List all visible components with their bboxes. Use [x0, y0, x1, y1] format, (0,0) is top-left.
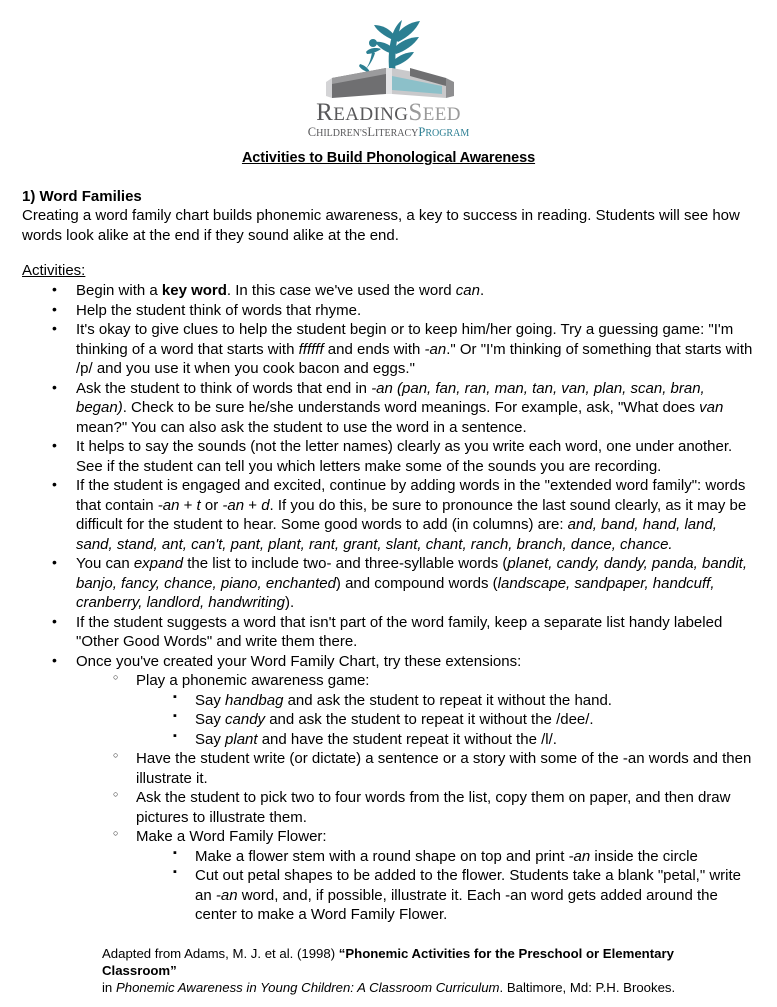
- logo-text-iteracy: ITERACY: [375, 128, 419, 139]
- section-heading-word-families: 1) Word Families: [22, 188, 142, 205]
- text-fragment: It helps to say the sounds (not the letter names) clearly as you write each word, one under another. See if the student can tell you which letters make some of the sounds you are recording.: [76, 438, 733, 475]
- text-fragment-italic: -an: [157, 496, 180, 514]
- text-fragment: Ask the student to pick two to four words from the list, copy them on paper, and then draw pictures to illustrate them.: [136, 789, 731, 826]
- text-fragment: Make a flower stem with a round shape on top and print: [195, 847, 569, 865]
- word-family-flower-list: [136, 847, 755, 925]
- text-fragment: It's okay to give clues to help the student begin or to keep him/her going. Try a guessing game: "I'm thinking of a word that starts with: [76, 321, 734, 358]
- phonemic-game-list: [136, 691, 755, 750]
- text-fragment: ).: [285, 594, 295, 611]
- activities-list: [22, 281, 755, 925]
- text-fragment: or: [200, 496, 223, 514]
- text-fragment: and ask the student to repeat it without the /dee/.: [265, 711, 594, 728]
- logo-wordmark-line1: [308, 100, 469, 125]
- list-item: [50, 437, 755, 476]
- list-item: [110, 749, 755, 788]
- text-fragment-italic: -an: [568, 847, 591, 865]
- logo-letter-l: L: [367, 125, 376, 139]
- logo-letter-s: S: [408, 99, 423, 126]
- list-item: [110, 788, 755, 827]
- logo-text-hildrens: HILDREN'S: [316, 128, 368, 139]
- logo-text-eed: EED: [422, 104, 461, 125]
- text-fragment: and have the student repeat it without the /l/.: [257, 730, 557, 748]
- text-fragment: Say: [195, 691, 226, 709]
- text-fragment: . If you do this, be sure to pronounce the last sound clearly, as it may be difficult for the student to hear. Some good words to add (in columns) are:: [76, 496, 747, 533]
- text-fragment: Ask the student to think of words that end in: [76, 379, 372, 397]
- text-fragment: and ends with: [323, 340, 425, 358]
- text-fragment-italic: landscape, sandpaper, handcuff, cranberry, landlord, handwriting: [76, 574, 715, 611]
- page-title: Activities to Build Phonological Awareness: [241, 150, 536, 166]
- text-fragment: Once you've created your Word Family Chart, try these extensions:: [76, 652, 522, 670]
- intro-paragraph: Creating a word family chart builds phonemic awareness, a key to success in reading. Students will see how words look alike at the end if they sound alike at the end.: [22, 207, 740, 244]
- text-fragment: Begin with a: [76, 282, 162, 299]
- citation-book-title: Phonemic Awareness in Young Children: A Classroom Curriculum: [115, 980, 500, 996]
- text-fragment: Help the student think of words that rhyme.: [76, 301, 362, 319]
- list-item: [50, 613, 755, 652]
- list-item: [50, 281, 755, 301]
- text-fragment-italic: and, band, hand, land, sand, stand, ant, can't, pant, plant, rant, grant, slant, chant, ranch, branch, dance, chance.: [76, 516, 717, 553]
- text-fragment-italic: -an: [222, 496, 245, 514]
- text-fragment: and ask the student to repeat it without the hand.: [283, 691, 612, 709]
- logo-wordmark-line2: [308, 126, 469, 139]
- organization-logo: [22, 0, 755, 139]
- text-fragment: . Baltimore, Md: P.H. Brookes.: [499, 980, 676, 996]
- text-fragment-bold: key word: [161, 282, 227, 299]
- text-fragment-italic: t: [196, 496, 201, 514]
- list-item: [170, 691, 755, 711]
- text-fragment: Adapted from Adams, M. J. et al. (1998): [102, 945, 339, 961]
- text-fragment: mean?" You can also ask the student to use the word in a sentence.: [76, 418, 527, 436]
- list-item: [170, 866, 755, 925]
- text-fragment: Make a Word Family Flower:: [136, 828, 327, 845]
- text-fragment-italic: -an (pan, fan, ran, man, tan, van, plan, scan, bran, began): [76, 379, 705, 416]
- list-item: [50, 652, 755, 925]
- text-fragment-italic: expand: [133, 555, 184, 572]
- list-item: [110, 827, 755, 925]
- list-item: [110, 671, 755, 749]
- text-fragment: Play a phonemic awareness game:: [136, 672, 370, 689]
- text-fragment: the list to include two- and three-syllable words (: [183, 555, 508, 572]
- text-fragment: in: [102, 980, 116, 996]
- text-fragment-italic: candy: [225, 711, 266, 728]
- text-fragment: If the student is engaged and excited, continue by adding words in the "extended word family": words that contain: [76, 477, 746, 514]
- text-fragment-italic: plant: [225, 730, 258, 748]
- text-fragment: Say: [195, 711, 226, 728]
- text-fragment: .: [479, 282, 485, 299]
- text-fragment: Have the student write (or dictate) a sentence or a story with some of the -an words and then illustrate it.: [136, 750, 752, 787]
- logo-letter-p: P: [418, 125, 426, 139]
- extensions-list: [76, 671, 755, 925]
- text-fragment: Cut out petal shapes to be added to the flower. Students take a blank "petal," write an: [195, 867, 741, 904]
- text-fragment-italic: d: [261, 496, 270, 514]
- logo-wordmark: [308, 100, 469, 139]
- logo-text-eading: EADING: [333, 104, 409, 125]
- list-item: [170, 710, 755, 730]
- source-citation: [22, 945, 755, 997]
- text-fragment-italic: ffffff: [298, 340, 324, 358]
- list-item: [170, 847, 755, 867]
- text-fragment-italic: handbag: [225, 691, 284, 709]
- logo-text-rogram: ROGRAM: [425, 128, 470, 139]
- reading-seed-book-sprout-icon: [314, 16, 464, 102]
- text-fragment-italic: can: [455, 282, 480, 299]
- text-fragment: +: [179, 496, 197, 514]
- text-fragment: ) and compound words (: [335, 574, 498, 592]
- logo-letter-r: R: [316, 99, 334, 126]
- text-fragment-italic: van: [699, 399, 724, 416]
- text-fragment: Say: [195, 730, 226, 748]
- text-fragment: inside the circle: [590, 847, 698, 865]
- logo-letter-c: C: [307, 125, 317, 139]
- text-fragment: . Check to be sure he/she understands word meanings. For example, ask, "What does: [122, 399, 700, 416]
- citation-article-title: “Phonemic Activities for the Preschool or Elementary Classroom”: [102, 945, 674, 978]
- list-item: [50, 554, 755, 613]
- text-fragment-italic: -an: [215, 886, 238, 904]
- list-item: [50, 379, 755, 438]
- text-fragment: word, and, if possible, illustrate it. Each -an word gets added around the center to make a Word Family Flower.: [195, 886, 718, 923]
- text-fragment-italic: -an: [424, 340, 447, 358]
- text-fragment: ." Or "I'm thinking of something that starts with /p/ and you use it when you cook bacon and eggs.": [76, 340, 753, 377]
- text-fragment: +: [244, 496, 262, 514]
- text-fragment: You can: [76, 555, 134, 572]
- list-item: [50, 301, 755, 321]
- list-item: [170, 730, 755, 750]
- list-item: [50, 476, 755, 554]
- text-fragment: . In this case we've used the word: [226, 282, 456, 299]
- activities-label: Activities:: [22, 262, 86, 279]
- text-fragment: If the student suggests a word that isn't part of the word family, keep a separate list handy labeled "Other Good Words" and write them there.: [76, 613, 723, 650]
- text-fragment-italic: planet, candy, dandy, panda, bandit, banjo, fancy, chance, piano, enchanted: [76, 555, 748, 592]
- list-item: [50, 320, 755, 379]
